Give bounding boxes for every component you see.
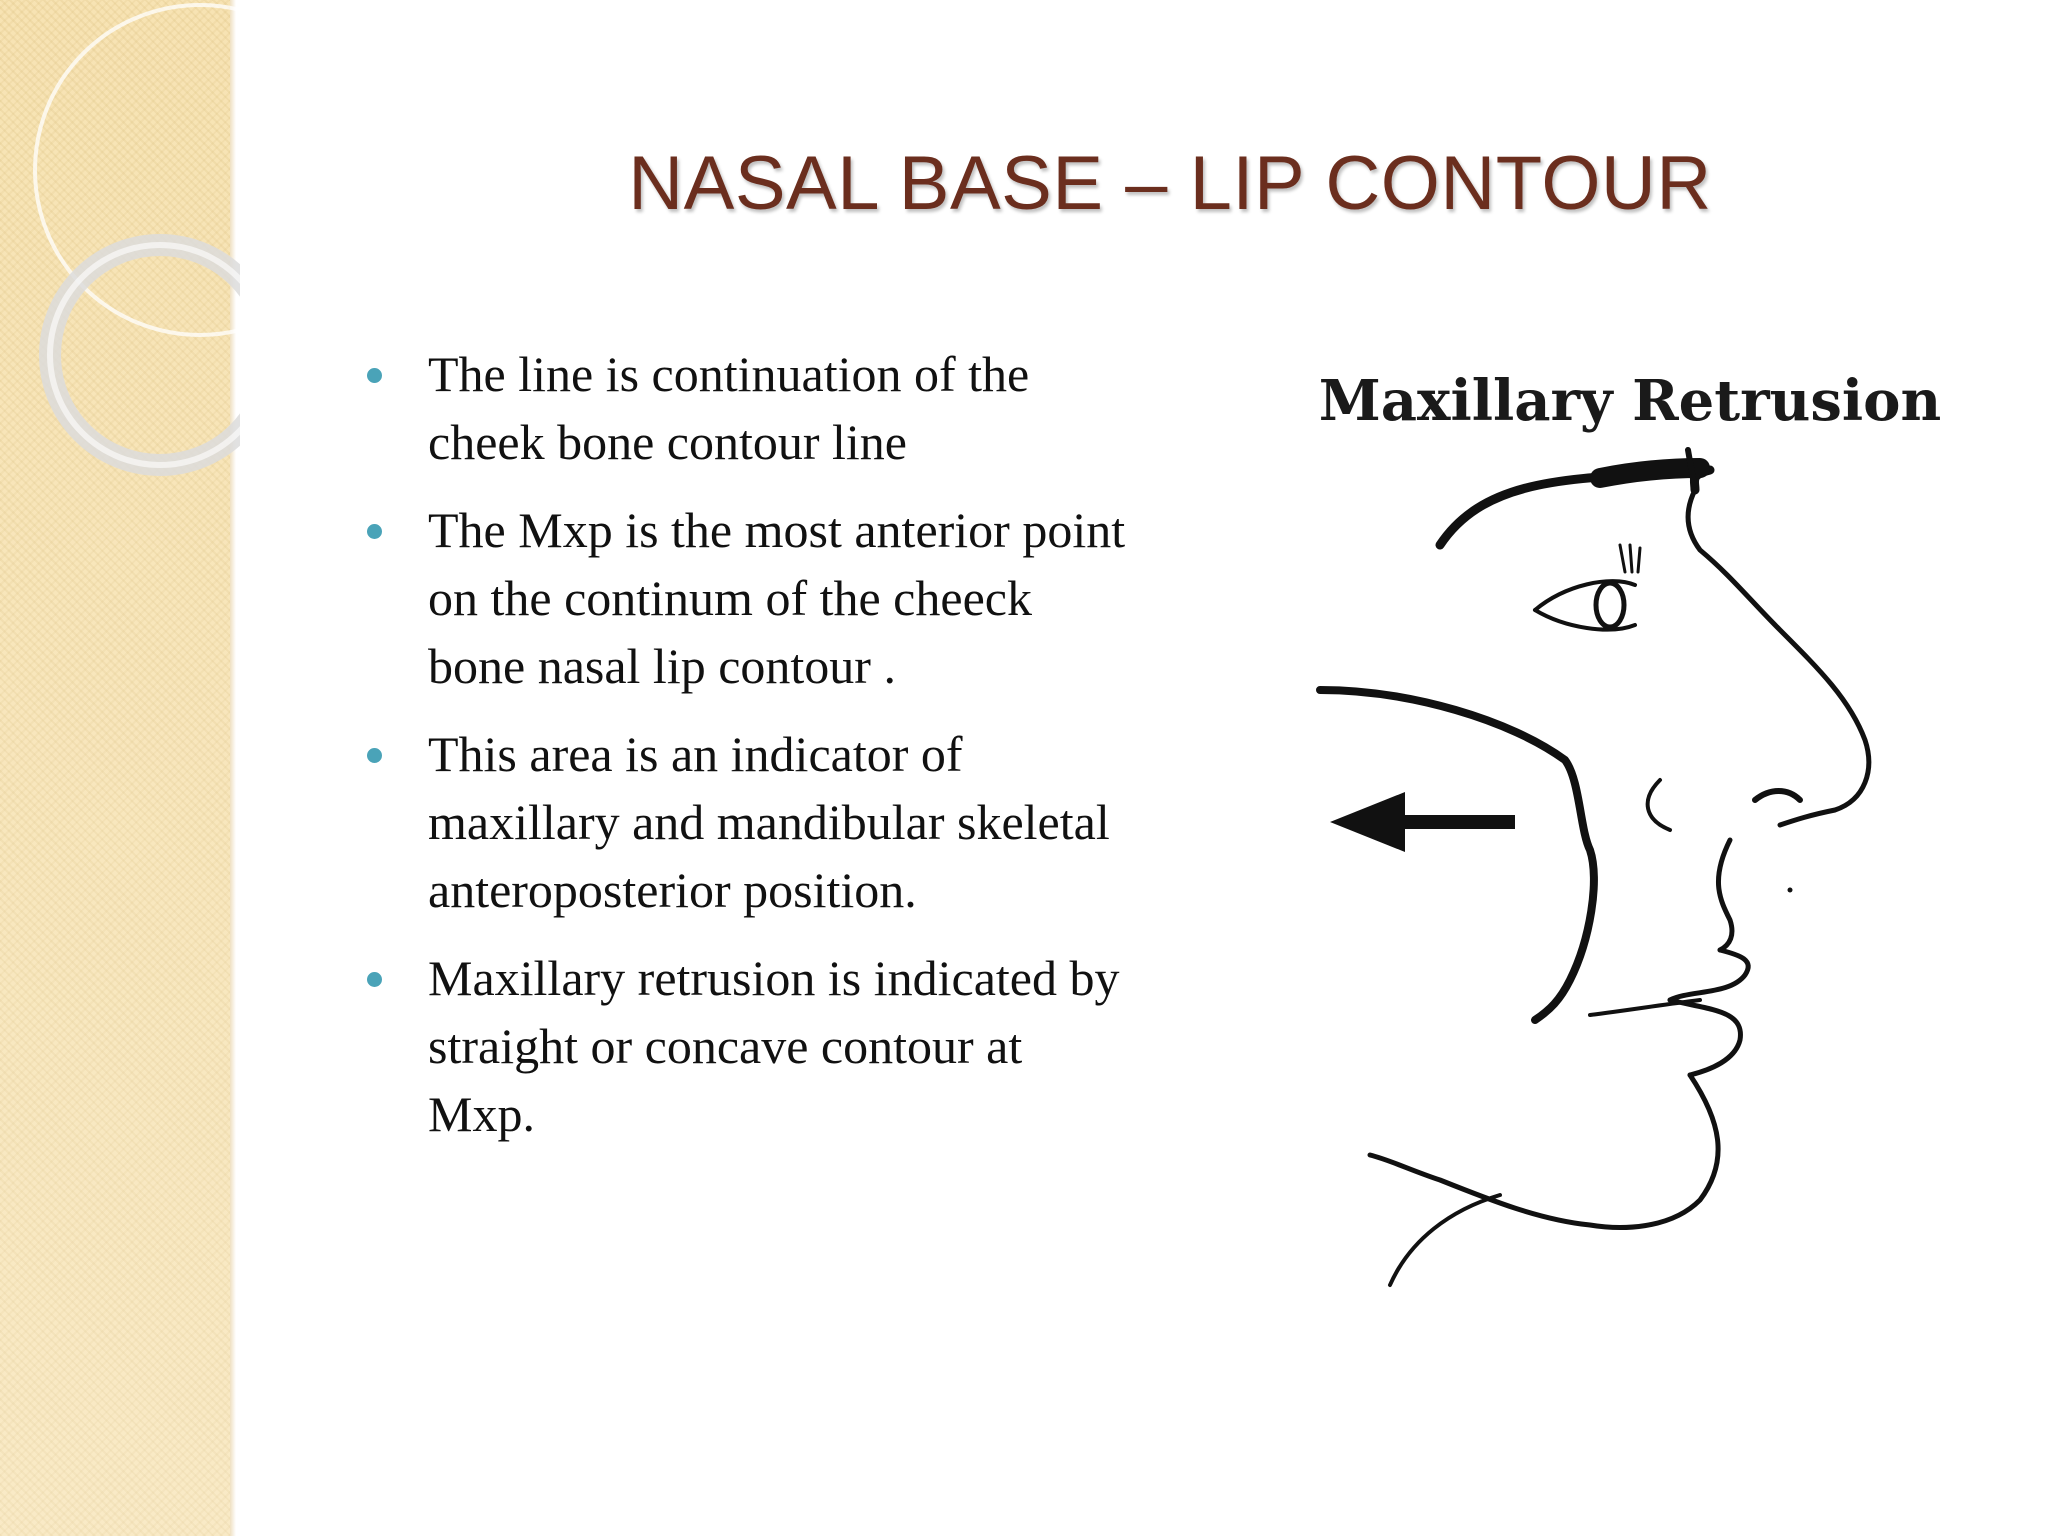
page-title: NASAL BASE – LIP CONTOUR (628, 141, 1712, 226)
bullet-text: Maxillary retrusion is indicated by straight or concave contour at Mxp. (428, 950, 1120, 1142)
eyelash-2 (1630, 545, 1632, 572)
bullet-icon (367, 368, 382, 383)
bullet-text: This area is an indicator of maxillary and mandibular skeletal anteroposterior position. (428, 726, 1110, 918)
eye-iris (1596, 583, 1624, 627)
eyelash-1 (1620, 545, 1625, 572)
eyelash-3 (1638, 548, 1640, 572)
cheek-arc (1648, 780, 1670, 830)
upper-lip (1670, 950, 1748, 1000)
bullet-list (360, 340, 1140, 1168)
decorative-rings (0, 0, 240, 520)
figure-caption: Maxillary Retrusion (1318, 368, 1942, 434)
maxillary-retrusion-illustration (1290, 360, 1970, 1290)
chin (1370, 1075, 1718, 1227)
bullet-icon (367, 972, 382, 987)
eyebrow-stroke (1440, 470, 1710, 545)
list-item (360, 944, 1140, 1148)
list-item (360, 720, 1140, 924)
neck-line (1390, 1195, 1500, 1285)
list-item (360, 340, 1140, 476)
eyebrow-tip (1688, 450, 1695, 490)
eyebrow-dark (1600, 468, 1700, 478)
bullet-icon (367, 748, 382, 763)
nasal-lip-contour (1718, 840, 1732, 950)
lower-lip (1670, 1000, 1740, 1075)
bullet-text: The line is continuation of the cheek bone contour line (428, 346, 1030, 470)
nostril (1755, 791, 1800, 800)
cheek-contour (1320, 690, 1594, 1020)
list-item (360, 496, 1140, 700)
face-profile (1688, 490, 1869, 825)
retrusion-arrow (1330, 792, 1515, 852)
marker-dot (1788, 888, 1793, 893)
bullet-text: The Mxp is the most anterior point on the continum of the cheeck bone nasal lip contour . (428, 502, 1126, 694)
bullet-icon (367, 524, 382, 539)
